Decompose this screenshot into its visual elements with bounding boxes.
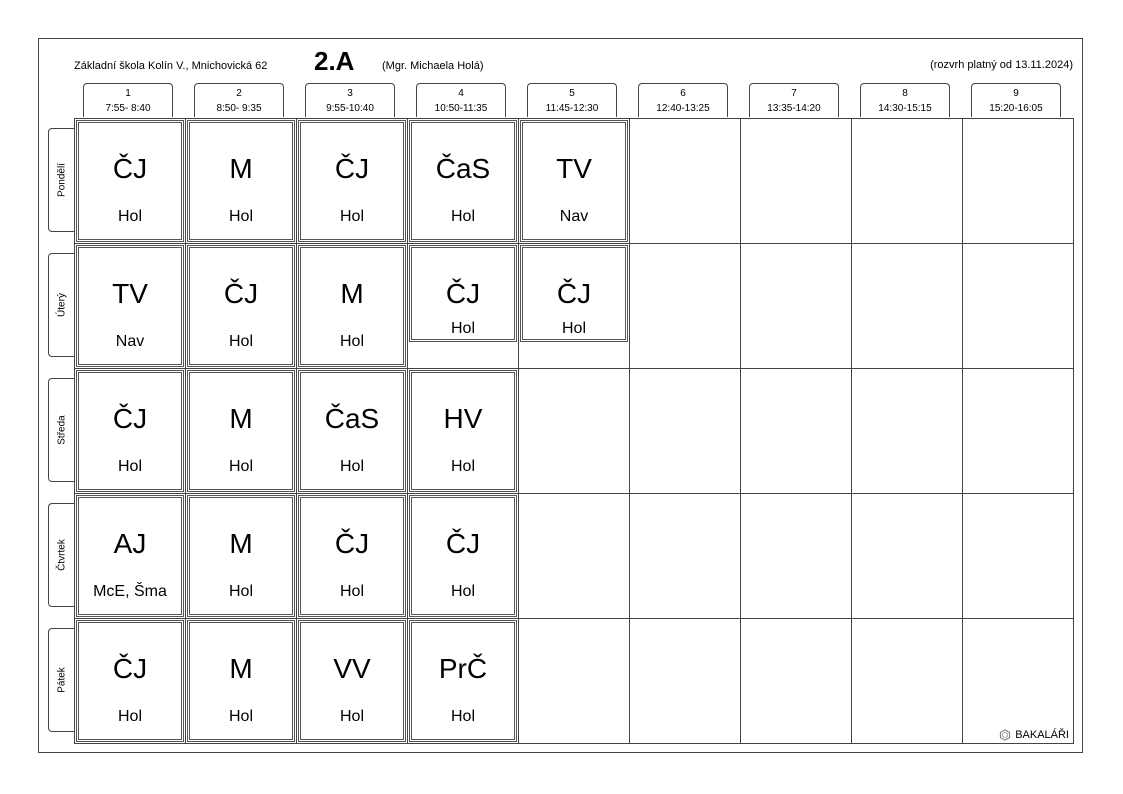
period-number: 4 [458,88,464,99]
lesson-cell[interactable] [409,495,517,617]
lesson-teacher: Hol [561,320,586,337]
lesson-teacher: Hol [339,208,364,225]
lesson-teacher: Hol [117,208,142,225]
grid-column-line [296,118,297,744]
lesson-teacher: Hol [228,583,253,600]
lesson-teacher: Hol [450,208,475,225]
lesson-teacher: Hol [339,333,364,350]
period-time: 10:50-11:35 [434,103,488,114]
period-number: 5 [569,88,575,99]
lesson-cell[interactable] [409,370,517,492]
grid-row-line [74,493,1073,494]
period-number: 8 [902,88,908,99]
lesson-subject: ČaS [324,403,380,434]
period-number: 9 [1013,88,1019,99]
lesson-subject: M [340,278,364,309]
lesson-teacher: Hol [339,583,364,600]
lesson-subject: ČJ [334,153,370,184]
lesson-cell[interactable] [76,495,184,617]
lesson-cell[interactable] [76,370,184,492]
day-label: Pondělí [56,163,67,197]
lesson-teacher: Hol [450,320,475,337]
grid-row-line [74,618,1073,619]
day-label: Čtvrtek [56,539,67,571]
lesson-cell[interactable] [76,120,184,242]
day-label-tab [48,378,74,482]
lesson-teacher: Hol [228,333,253,350]
lesson-cell[interactable] [298,245,406,367]
lesson-cell[interactable] [409,620,517,742]
lesson-teacher: Hol [450,708,475,725]
day-label-tab [48,128,74,232]
lesson-teacher: Hol [339,708,364,725]
lesson-teacher: Hol [117,458,142,475]
grid-row-line [74,243,1073,244]
grid-column-line [629,118,630,744]
period-time: 13:35-14:20 [767,103,821,114]
bakalari-logo-icon [999,729,1011,741]
grid-column-line [1073,118,1074,744]
lesson-cell[interactable] [520,245,628,342]
day-label-tab [48,503,74,607]
class-teacher: (Mgr. Michaela Holá) [382,60,484,72]
grid-column-line [962,118,963,744]
lesson-subject: ČJ [445,528,481,559]
lesson-cell[interactable] [298,495,406,617]
lesson-cell[interactable] [520,120,628,242]
lesson-cell[interactable] [76,620,184,742]
lesson-subject: VV [333,653,371,684]
lesson-teacher: Hol [450,458,475,475]
grid-column-line [185,118,186,744]
period-header [749,83,839,117]
lesson-teacher: Nav [559,208,589,225]
lesson-subject: TV [112,278,148,309]
period-number: 3 [347,88,353,99]
school-name: Základní škola Kolín V., Mnichovická 62 [74,60,268,72]
lesson-subject: ČJ [112,153,148,184]
brand-mark [999,729,1069,741]
lesson-subject: ČJ [112,653,148,684]
grid-row-line [74,368,1073,369]
lesson-subject: ČJ [334,528,370,559]
period-time: 9:55-10:40 [326,103,374,114]
period-number: 6 [680,88,686,99]
period-time: 14:30-15:15 [878,103,932,114]
lesson-cell[interactable] [187,245,295,367]
lesson-teacher: Hol [117,708,142,725]
lesson-cell[interactable] [76,245,184,367]
lesson-teacher: Hol [339,458,364,475]
period-time: 11:45-12:30 [545,103,599,114]
lesson-cell[interactable] [187,620,295,742]
period-number: 7 [791,88,797,99]
lesson-teacher: Hol [228,208,253,225]
grid-row-line [74,118,1073,119]
lesson-subject: M [229,153,253,184]
period-number: 1 [125,88,131,99]
period-header [860,83,950,117]
lesson-teacher: Hol [228,458,253,475]
period-header [971,83,1061,117]
grid-column-line [407,118,408,744]
lesson-teacher: McE, Šma [93,583,167,600]
lesson-subject: ČaS [435,153,491,184]
lesson-cell[interactable] [187,370,295,492]
grid-column-line [740,118,741,744]
lesson-cell[interactable] [409,245,517,342]
lesson-cell[interactable] [298,120,406,242]
grid-column-line [74,118,75,744]
period-header [416,83,506,117]
lesson-subject: PrČ [438,653,488,684]
period-header [638,83,728,117]
period-header [305,83,395,117]
lesson-cell[interactable] [298,620,406,742]
lesson-subject: AJ [113,528,147,559]
period-time: 12:40-13:25 [656,103,710,114]
class-title: 2.A [314,46,355,76]
lesson-subject: ČJ [556,278,592,309]
lesson-subject: HV [443,403,483,434]
lesson-cell[interactable] [298,370,406,492]
period-header [194,83,284,117]
day-label-tab [48,628,74,732]
day-label: Úterý [56,293,67,317]
lesson-subject: M [229,653,253,684]
lesson-cell[interactable] [409,120,517,242]
grid-row-line [74,743,1073,744]
lesson-subject: ČJ [112,403,148,434]
brand-name: BAKALÁŘI [1015,729,1069,741]
lesson-teacher: Nav [115,333,145,350]
lesson-subject: M [229,528,253,559]
lesson-subject: ČJ [445,278,481,309]
lesson-cell[interactable] [187,495,295,617]
period-header [527,83,617,117]
day-label: Pátek [56,667,67,693]
grid-column-line [851,118,852,744]
lesson-teacher: Hol [228,708,253,725]
lesson-subject: TV [556,153,592,184]
period-time: 15:20-16:05 [989,103,1043,114]
period-time: 7:55- 8:40 [105,103,151,114]
lesson-teacher: Hol [450,583,475,600]
period-header [83,83,173,117]
validity-note: (rozvrh platný od 13.11.2024) [930,59,1073,71]
grid-column-line [518,118,519,744]
period-time: 8:50- 9:35 [216,103,262,114]
lesson-cell[interactable] [187,120,295,242]
day-label-tab [48,253,74,357]
lesson-subject: ČJ [223,278,259,309]
day-label: Středa [56,415,67,445]
period-number: 2 [236,88,242,99]
lesson-subject: M [229,403,253,434]
